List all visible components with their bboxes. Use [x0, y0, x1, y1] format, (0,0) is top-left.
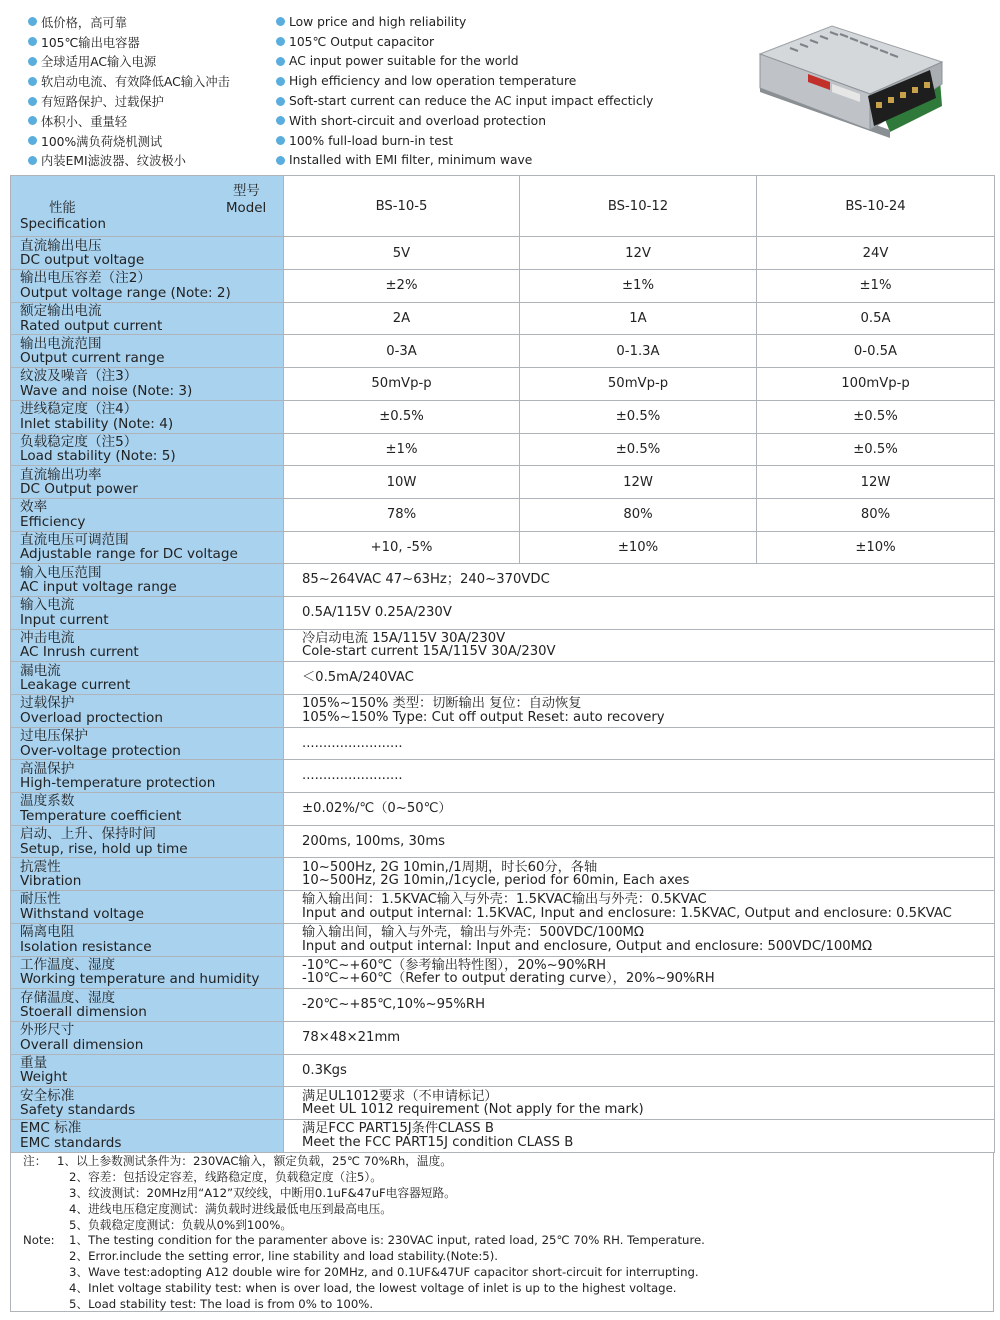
table-cell: ±1%	[520, 270, 757, 303]
table-cell: 0-0.5A	[757, 335, 995, 368]
table-cell: ±0.5%	[757, 400, 995, 433]
table-cell: ........................	[284, 727, 995, 760]
row-label: 进线稳定度（注4） Inlet stability (Note: 4)	[11, 400, 284, 433]
table-cell: ±0.5%	[520, 400, 757, 433]
bullet-icon	[276, 17, 285, 26]
row-label: 直流输出功率 DC Output power	[11, 466, 284, 499]
bullet-icon	[276, 37, 285, 46]
feature-item: 全球适用AC输入电源	[28, 52, 278, 72]
feature-item: Soft-start current can reduce the AC input impact effecticly	[276, 91, 716, 111]
row-label: 高温保护 High-temperature protection	[11, 760, 284, 793]
table-cell: 满足UL1012要求（不申请标记） Meet UL 1012 requirement (Not apply for the mark)	[284, 1087, 995, 1120]
row-label: 负载稳定度（注5） Load stability (Note: 5)	[11, 433, 284, 466]
features-cn-list	[28, 12, 278, 170]
note-line: 5、负载稳定度测试：负载从0%到100%。	[69, 1217, 293, 1232]
row-label: 工作温度、湿度 Working temperature and humidity	[11, 956, 284, 989]
row-label: 直流输出电压 DC output voltage	[11, 237, 284, 270]
table-cell: 85~264VAC 47~63Hz；240~370VDC	[284, 564, 995, 597]
table-cell: 24V	[757, 237, 995, 270]
bullet-icon	[276, 136, 285, 145]
feature-item: 内装EMI滤波器、纹波极小	[28, 151, 278, 171]
table-cell: 满足FCC PART15J条件CLASS B Meet the FCC PART15J condition CLASS B	[284, 1119, 995, 1152]
row-label: EMC 标准 EMC standards	[11, 1119, 284, 1152]
row-label: 漏电流 Leakage current	[11, 662, 284, 695]
table-header-row	[11, 176, 995, 237]
table-row	[11, 629, 995, 662]
table-cell: 10W	[284, 466, 520, 499]
table-cell: 0-3A	[284, 335, 520, 368]
note-line: 5、Load stability test: The load is from 0% to 100%.	[69, 1297, 374, 1312]
table-row	[11, 596, 995, 629]
note-line: 3、纹波测试：20MHz用“A12”双绞线，中断用0.1uF&47uF电容器短路。	[69, 1185, 456, 1200]
row-label: 冲击电流 AC Inrush current	[11, 629, 284, 662]
note-line: 注： 1、以上参数测试条件为：230VAC输入，额定负载，25℃ 70%Rh，温度。	[23, 1154, 452, 1168]
table-row	[11, 760, 995, 793]
table-row	[11, 302, 995, 335]
bullet-icon	[276, 156, 285, 165]
table-cell: -20℃~+85℃,10%~95%RH	[284, 989, 995, 1022]
row-label: 输入电压范围 AC input voltage range	[11, 564, 284, 597]
feature-item: 低价格，高可靠	[28, 12, 278, 32]
bullet-icon	[276, 57, 285, 66]
table-cell: ±0.5%	[757, 433, 995, 466]
table-row	[11, 793, 995, 826]
feature-item: 100% full-load burn-in test	[276, 131, 716, 151]
table-row	[11, 270, 995, 303]
bullet-icon	[28, 77, 37, 86]
power-supply-product-image	[750, 22, 945, 144]
table-row	[11, 695, 995, 728]
feature-item: AC input power suitable for the world	[276, 52, 716, 72]
table-row	[11, 1087, 995, 1120]
table-cell: 0-1.3A	[520, 335, 757, 368]
table-row	[11, 466, 995, 499]
row-label: 效率 Efficiency	[11, 498, 284, 531]
table-cell: 80%	[757, 498, 995, 531]
table-row	[11, 498, 995, 531]
model-header: BS-10-12	[520, 176, 757, 237]
table-cell: 78%	[284, 498, 520, 531]
row-label: 输入电流 Input current	[11, 596, 284, 629]
table-cell: ±1%	[284, 433, 520, 466]
table-cell: ±10%	[757, 531, 995, 564]
table-cell: ±0.02%/℃（0~50℃）	[284, 793, 995, 826]
table-cell: 输入输出间：1.5KVAC输入与外壳：1.5KVAC输出与外壳：0.5KVAC Input and output internal: 1.5KVAC, Input and enclosure: 1.5KVAC, Output and enclosure: 0.5KVAC	[284, 891, 995, 924]
table-row	[11, 1021, 995, 1054]
note-line: 2、Error.include the setting error, line stability and load stability.(Note:5).	[69, 1249, 498, 1264]
features-section	[28, 12, 728, 172]
feature-item: 105℃ Output capacitor	[276, 32, 716, 52]
table-cell: 2A	[284, 302, 520, 335]
table-cell: ±0.5%	[284, 400, 520, 433]
row-label: 输出电压容差（注2） Output voltage range (Note: 2)	[11, 270, 284, 303]
table-row	[11, 531, 995, 564]
table-cell: 12W	[757, 466, 995, 499]
table-cell: 10~500Hz, 2G 10min,/1周期，时长60分，各轴 10~500Hz, 2G 10min,/1cycle, period for 60min, Each axes	[284, 858, 995, 891]
feature-item: High efficiency and low operation temperature	[276, 71, 716, 91]
table-row	[11, 564, 995, 597]
row-label: 直流电压可调范围 Adjustable range for DC voltage	[11, 531, 284, 564]
table-cell: ±2%	[284, 270, 520, 303]
feature-item: 105℃输出电容器	[28, 32, 278, 52]
row-label: 纹波及噪音（注3） Wave and noise (Note: 3)	[11, 368, 284, 401]
table-cell: +10, -5%	[284, 531, 520, 564]
table-row	[11, 237, 995, 270]
table-cell: 12V	[520, 237, 757, 270]
row-label: 存储温度、湿度 Stoerall dimension	[11, 989, 284, 1022]
table-cell: 200ms, 100ms, 30ms	[284, 825, 995, 858]
table-row	[11, 891, 995, 924]
table-row	[11, 335, 995, 368]
row-label: 温度系数 Temperature coefficient	[11, 793, 284, 826]
table-row	[11, 923, 995, 956]
row-label: 启动、上升、保持时间 Setup, rise, hold up time	[11, 825, 284, 858]
table-cell: 12W	[520, 466, 757, 499]
bullet-icon	[28, 116, 37, 125]
table-cell: 0.3Kgs	[284, 1054, 995, 1087]
table-row	[11, 956, 995, 989]
row-label: 耐压性 Withstand voltage	[11, 891, 284, 924]
feature-item: 软启动电流、有效降低AC输入冲击	[28, 71, 278, 91]
table-row	[11, 1119, 995, 1152]
table-cell: 0.5A	[757, 302, 995, 335]
row-label: 过电压保护 Over-voltage protection	[11, 727, 284, 760]
notes-section	[10, 1152, 994, 1312]
note-line: 4、进线电压稳定度测试：满负载时进线最低电压到最高电压。	[69, 1201, 392, 1216]
bullet-icon	[276, 116, 285, 125]
header-label-cell: 型号 Model 性能 Specification	[11, 176, 284, 237]
table-cell: 80%	[520, 498, 757, 531]
bullet-icon	[28, 136, 37, 145]
model-header: BS-10-24	[757, 176, 995, 237]
table-row	[11, 433, 995, 466]
table-cell: 输入输出间，输入与外壳，输出与外壳：500VDC/100MΩ Input and output internal: Input and enclosure, Output and enclosure: 500VDC/100MΩ	[284, 923, 995, 956]
row-label: 外形尺寸 Overall dimension	[11, 1021, 284, 1054]
table-cell: 50mVp-p	[520, 368, 757, 401]
bullet-icon	[28, 17, 37, 26]
table-cell: ±1%	[757, 270, 995, 303]
row-label: 隔离电阻 Isolation resistance	[11, 923, 284, 956]
bullet-icon	[28, 37, 37, 46]
table-cell: ±10%	[520, 531, 757, 564]
table-row	[11, 825, 995, 858]
table-cell: -10℃~+60℃（参考输出特性图），20%~90%RH -10℃~+60℃（Refer to output derating curve），20%~90%RH	[284, 956, 995, 989]
spec-table	[10, 175, 995, 1153]
note-line: 3、Wave test:adopting A12 double wire for 20MHz, and 0.1UF&47UF capacitor short-circuit for interrupting.	[69, 1265, 699, 1280]
table-row	[11, 662, 995, 695]
model-header: BS-10-5	[284, 176, 520, 237]
feature-item: With short-circuit and overload protection	[276, 111, 716, 131]
feature-item: 100%满负荷烧机测试	[28, 131, 278, 151]
row-label: 重量 Weight	[11, 1054, 284, 1087]
table-cell: 0.5A/115V 0.25A/230V	[284, 596, 995, 629]
feature-item: Low price and high reliability	[276, 12, 716, 32]
row-label: 过载保护 Overload proctection	[11, 695, 284, 728]
table-row	[11, 989, 995, 1022]
row-label: 安全标准 Safety standards	[11, 1087, 284, 1120]
table-cell: 50mVp-p	[284, 368, 520, 401]
bullet-icon	[276, 77, 285, 86]
table-row	[11, 1054, 995, 1087]
row-label: 额定输出电流 Rated output current	[11, 302, 284, 335]
table-cell: 78×48×21mm	[284, 1021, 995, 1054]
note-line: 2、容差：包括设定容差，线路稳定度，负载稳定度（注5）。	[69, 1169, 382, 1184]
table-cell: 冷启动电流 15A/115V 30A/230V Cole-start current 15A/115V 30A/230V	[284, 629, 995, 662]
table-cell: 100mVp-p	[757, 368, 995, 401]
row-label: 抗震性 Vibration	[11, 858, 284, 891]
note-line: 4、Inlet voltage stability test: when is over load, the lowest voltage of inlet is up to the highest voltage.	[69, 1281, 677, 1296]
table-cell: 5V	[284, 237, 520, 270]
row-label: 输出电流范围 Output current range	[11, 335, 284, 368]
feature-item: Installed with EMI filter, minimum wave	[276, 151, 716, 171]
feature-item: 有短路保护、过载保护	[28, 91, 278, 111]
table-cell: 105%~150% 类型：切断输出 复位：自动恢复 105%~150% Type: Cut off output Reset: auto recovery	[284, 695, 995, 728]
feature-item: 体积小、重量轻	[28, 111, 278, 131]
table-row	[11, 368, 995, 401]
note-line: Note: 1、The testing condition for the paramenter above is: 230VAC input, rated load, 25℃ 70% RH. Temperature.	[23, 1233, 705, 1248]
bullet-icon	[276, 97, 285, 106]
table-row	[11, 858, 995, 891]
table-row	[11, 727, 995, 760]
table-cell: ±0.5%	[520, 433, 757, 466]
bullet-icon	[28, 156, 37, 165]
table-cell: ........................	[284, 760, 995, 793]
table-cell: ＜0.5mA/240VAC	[284, 662, 995, 695]
bullet-icon	[28, 97, 37, 106]
bullet-icon	[28, 57, 37, 66]
table-row	[11, 400, 995, 433]
features-en-list	[276, 12, 716, 170]
table-cell: 1A	[520, 302, 757, 335]
